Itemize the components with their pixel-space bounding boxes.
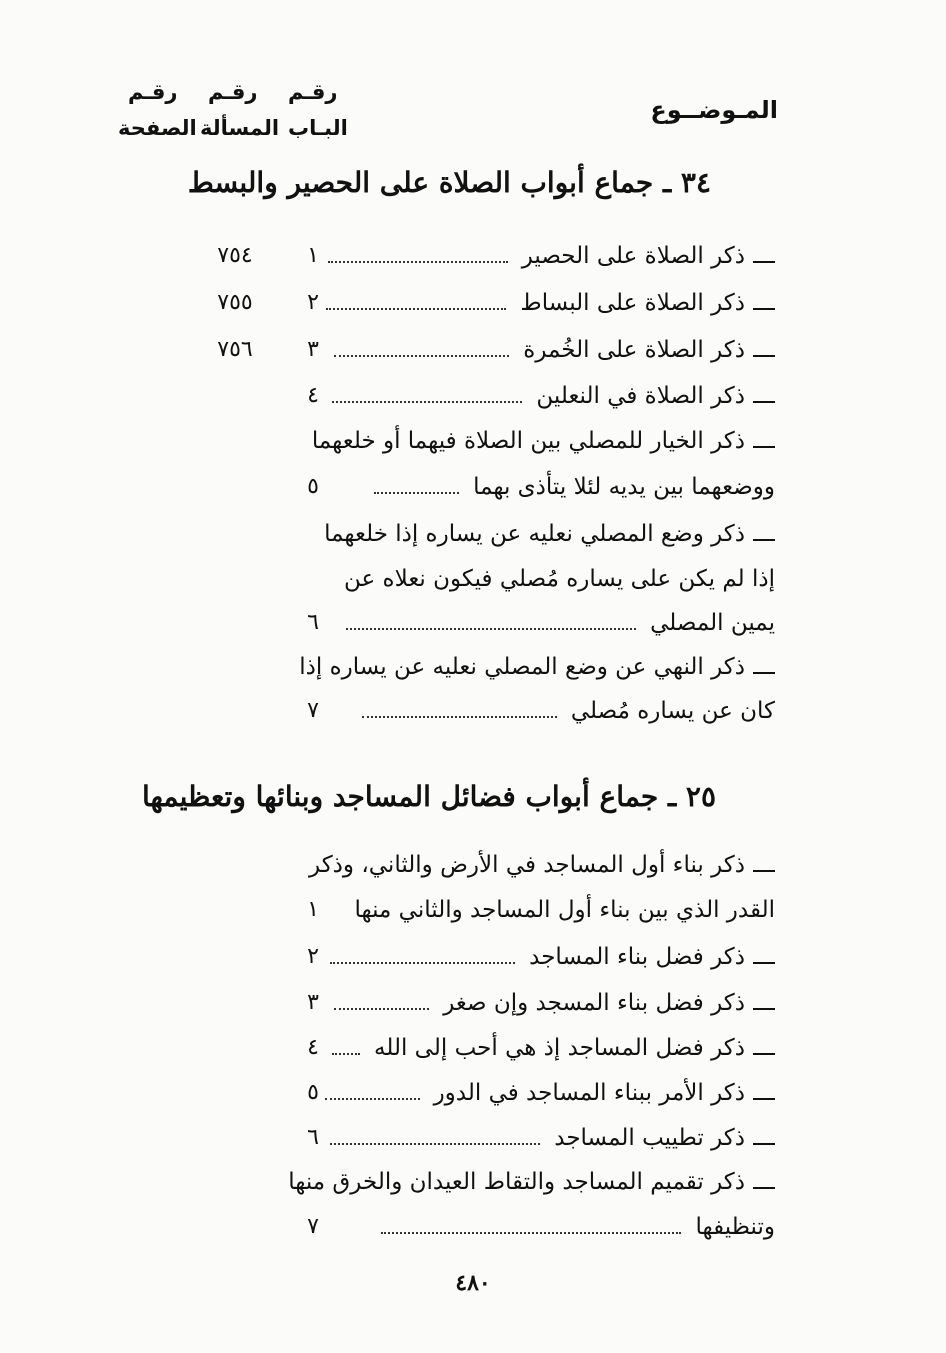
list-item	[150, 981, 815, 1025]
list-item	[150, 645, 815, 689]
dash-icon	[753, 446, 775, 448]
dash-icon	[753, 401, 775, 403]
entry-text: ذكر فضل بناء المساجد	[529, 944, 745, 970]
dot-leader	[346, 628, 636, 630]
issue-number: ٥	[307, 1080, 319, 1105]
entry-text: ذكر الصلاة على الحصير	[521, 243, 745, 269]
list-item	[150, 1071, 815, 1115]
entry-text: يمين المصلي	[650, 610, 775, 636]
entry-text: ذكر فضل المساجد إذ هي أحب إلى الله	[374, 1035, 745, 1061]
list-item	[150, 328, 815, 372]
entry-text: ذكر وضع المصلي نعليه عن يساره إذا خلعهما	[324, 521, 745, 547]
issue-number: ٤	[307, 383, 319, 408]
issue-number: ٣	[307, 337, 319, 362]
dash-icon	[753, 1187, 775, 1189]
entry-text: ذكر تطييب المساجد	[554, 1125, 745, 1151]
entry-text: القدر الذي بين بناء أول المساجد والثاني منها	[354, 897, 775, 923]
list-item-continuation	[150, 888, 815, 932]
entry-text: إذا لم يكن على يساره مُصلي فيكون نعلاه عن	[344, 566, 775, 592]
issue-number: ٧	[307, 698, 319, 723]
issue-number: ١	[307, 897, 319, 922]
dot-leader	[334, 355, 509, 357]
column-header-issue-top: رقـم	[208, 80, 258, 104]
entry-text: ذكر تقميم المساجد والتقاط العيدان والخرق منها	[288, 1169, 745, 1195]
issue-number: ١	[307, 243, 319, 268]
list-item	[150, 419, 815, 463]
page-number: ٧٥٥	[217, 290, 253, 315]
issue-number: ٢	[307, 290, 319, 315]
dot-leader	[325, 1098, 420, 1100]
issue-number: ٥	[307, 474, 319, 499]
list-item	[150, 512, 815, 556]
column-header-issue-bottom: المسألة	[200, 116, 280, 140]
list-item	[150, 1160, 815, 1204]
list-item	[150, 281, 815, 325]
dash-icon	[753, 962, 775, 964]
dot-leader	[332, 1053, 360, 1055]
dot-leader	[332, 401, 522, 403]
subject-header: المـوضــوع	[650, 96, 778, 124]
list-item	[150, 374, 815, 418]
page-number: ٧٥٤	[217, 243, 253, 268]
dash-icon	[753, 1143, 775, 1145]
list-item-continuation	[150, 689, 815, 733]
dash-icon	[753, 355, 775, 357]
list-item-continuation	[150, 1205, 815, 1249]
dot-leader	[330, 962, 515, 964]
list-item-continuation	[150, 601, 815, 645]
issue-number: ٦	[307, 610, 319, 635]
issue-number: ٣	[307, 990, 319, 1015]
entry-text: ذكر بناء أول المساجد في الأرض والثاني، وذكر	[309, 852, 745, 878]
list-item	[150, 1026, 815, 1070]
column-header-chapter-bottom: البـاب	[288, 116, 348, 140]
column-header-page-top: رقـم	[128, 80, 178, 104]
column-header-page-bottom: الصفحة	[118, 116, 197, 140]
section-title: ٣٤ ـ جماع أبواب الصلاة على الحصير والبسط	[187, 166, 711, 199]
entry-text: ذكر الصلاة على الخُمرة	[523, 337, 745, 363]
dot-leader	[362, 716, 557, 718]
dot-leader	[334, 1008, 429, 1010]
page-number: ٧٥٦	[217, 337, 253, 362]
dash-icon	[753, 539, 775, 541]
issue-number: ٤	[307, 1035, 319, 1060]
list-item	[150, 843, 815, 887]
dash-icon	[753, 870, 775, 872]
page-number-footer: ٤٨٠	[455, 1270, 491, 1296]
column-header-chapter-top: رقـم	[288, 80, 338, 104]
entry-text: ذكر الصلاة في النعلين	[536, 383, 745, 409]
entry-text: ذكر فضل بناء المسجد وإن صغر	[443, 990, 745, 1016]
entry-text: وتنظيفها	[695, 1214, 775, 1240]
dot-leader	[330, 1143, 540, 1145]
entry-text: ذكر الصلاة على البساط	[520, 290, 745, 316]
issue-number: ٢	[307, 944, 319, 969]
dash-icon	[753, 1098, 775, 1100]
list-item	[150, 234, 815, 278]
list-item	[150, 935, 815, 979]
issue-number: ٦	[307, 1125, 319, 1150]
dot-leader	[328, 261, 508, 263]
dash-icon	[753, 261, 775, 263]
entry-text: ذكر الأمر ببناء المساجد في الدور	[433, 1080, 745, 1106]
dash-icon	[753, 672, 775, 674]
list-item-continuation	[150, 465, 815, 509]
entry-text: ذكر الخيار للمصلي بين الصلاة فيهما أو خلعهما	[311, 428, 745, 454]
dot-leader	[326, 308, 506, 310]
dash-icon	[753, 1053, 775, 1055]
issue-number: ٧	[307, 1214, 319, 1239]
entry-text: ذكر النهي عن وضع المصلي نعليه عن يساره إذا	[299, 654, 745, 680]
list-item	[150, 1116, 815, 1160]
dash-icon	[753, 308, 775, 310]
section-title: ٢٥ ـ جماع أبواب فضائل المساجد وبنائها وتعظيمها	[141, 780, 716, 813]
list-item-continuation	[150, 557, 815, 601]
dash-icon	[753, 1008, 775, 1010]
entry-text: كان عن يساره مُصلي	[570, 698, 775, 724]
dot-leader	[374, 492, 459, 494]
dot-leader	[381, 1232, 681, 1234]
entry-text: ووضعهما بين يديه لئلا يتأذى بهما	[473, 474, 775, 500]
